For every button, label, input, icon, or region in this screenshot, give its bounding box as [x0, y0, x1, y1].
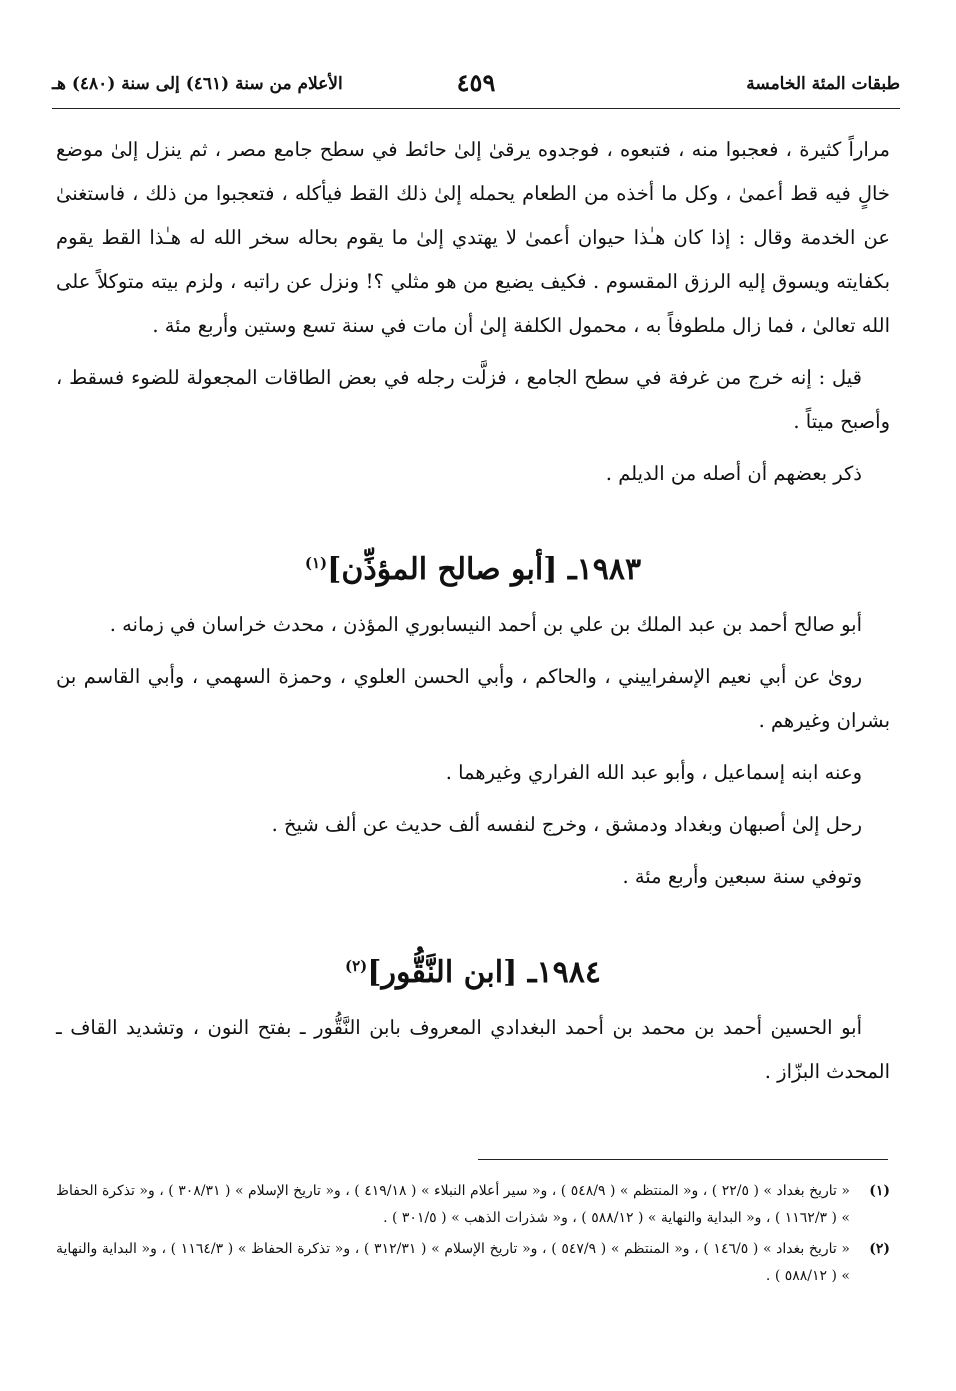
paragraph: وعنه ابنه إسماعيل ، وأبو عبد الله الفراري وغيرهما .: [445, 761, 862, 784]
entry-title: ١٩٨٤ـ [ابن النَّقُّور]: [367, 955, 601, 990]
footnote-divider: [478, 1159, 888, 1160]
paragraph: روىٰ عن أبي نعيم الإسفراييني ، والحاكم ، وأبي الحسن العلوي ، وحمزة السهمي ، وأبي القاسم بن بشران وغيرهم .: [56, 665, 890, 732]
paragraph: أبو الحسين أحمد بن محمد بن أحمد البغدادي المعروف بابن النَّقُّور ـ بفتح النون ، وتشديد القاف ـ المحدث البزّاز .: [56, 1016, 890, 1083]
footnote-marker: (٢): [344, 957, 368, 975]
footnote-item: [56, 1236, 890, 1290]
footnote-number: (٢): [869, 1241, 890, 1257]
page-number: ٤٥٩: [456, 68, 496, 97]
footnote-marker: (١): [304, 554, 328, 572]
paragraph: قيل : إنه خرج من غرفة في سطح الجامع ، فزلَّت رجله في بعض الطاقات المجعولة للضوء فسقط ، وأصبح ميتاً .: [56, 366, 890, 433]
entry-heading-1983: [56, 540, 890, 593]
header-section-title: طبقات المئة الخامسة: [746, 74, 900, 94]
paragraph: ذكر بعضهم أن أصله من الديلم .: [605, 462, 862, 485]
footnote-item: [56, 1178, 890, 1232]
footnote-number: (١): [869, 1183, 890, 1199]
running-header: [52, 68, 900, 108]
main-text: [56, 128, 890, 1102]
paragraph: أبو صالح أحمد بن عبد الملك بن علي بن أحمد النيسابوري المؤذن ، محدث خراسان في زمانه .: [109, 613, 862, 636]
paragraph: وتوفي سنة سبعين وأربع مئة .: [622, 865, 862, 888]
header-range: الأعلام من سنة (٤٦١) إلى سنة (٤٨٠) هـ: [52, 74, 343, 94]
entry-title: ١٩٨٣ـ [أبو صالح المؤذِّن]: [327, 552, 642, 587]
entry-heading-1984: [56, 943, 890, 996]
footnote-text: « تاريخ بغداد » ( ١٤٦/٥ ) ، و« المنتظم » ( ٥٤٧/٩ ) ، و« تاريخ الإسلام » ( ٣١٢/٣١ ) ، و« تذكرة الحفاظ » ( ١١٦٤/٣ ) ، و« البداية والنهاية » ( ٥٨٨/١٢ ) .: [56, 1241, 850, 1284]
footnote-text: « تاريخ بغداد » ( ٢٢/٥ ) ، و« المنتظم » ( ٥٤٨/٩ ) ، و« سير أعلام النبلاء » ( ٤١٩/١٨ ) ، و« تاريخ الإسلام » ( ٣٠٨/٣١ ) ، و« تذكرة الحفاظ » ( ١١٦٢/٣ ) ، و« البداية والنهاية » ( ٥٨٨/١٢ ) ، و« شذرات الذهب » ( ٣٠١/٥ ) .: [56, 1183, 850, 1226]
footnotes: [56, 1178, 890, 1294]
paragraph: مراراً كثيرة ، فعجبوا منه ، فتبعوه ، فوجدوه يرقىٰ إلىٰ حائط في سطح جامع مصر ، ثم ينزل إلىٰ موضع خالٍ فيه قط أعمىٰ ، وكل ما أخذه من الطعام يحمله إلىٰ ذلك القط فيأكله ، فتعجبوا من ذلك ، فاستغنىٰ عن الخدمة وقال : إذا كان هـٰذا حيوان أعمىٰ لا يهتدي إلىٰ ما يقوم بحاله سخر الله له هـٰذا القط يقوم بكفايته ويسوق إليه الرزق المقسوم . فكيف يضيع من هو مثلي ؟! ونزل عن راتبه ، ولزم بيته متوكلاً على الله تعالىٰ ، فما زال ملطوفاً به ، محمول الكلفة إلىٰ أن مات في سنة تسع وستين وأربع مئة .: [56, 138, 890, 337]
header-divider: [52, 108, 900, 109]
paragraph: رحل إلىٰ أصبهان وبغداد ودمشق ، وخرج لنفسه ألف حديث عن ألف شيخ .: [271, 813, 862, 836]
